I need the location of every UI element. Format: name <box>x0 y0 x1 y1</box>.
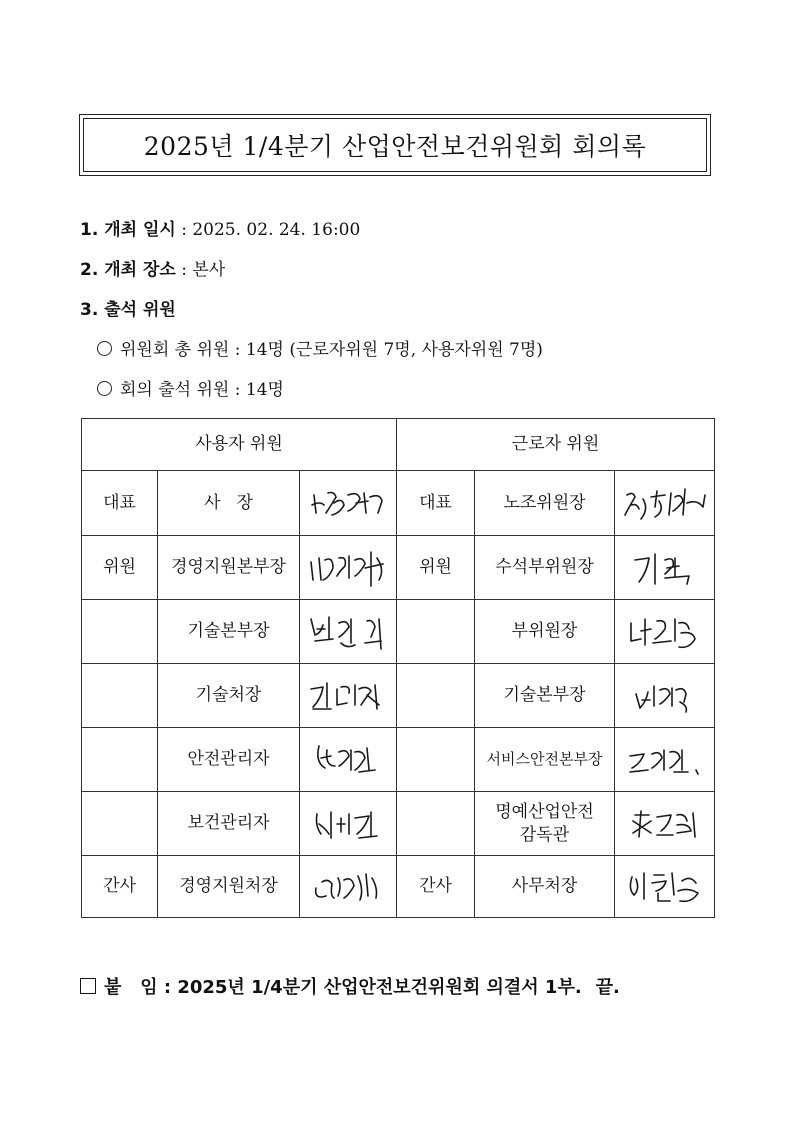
table-row <box>82 792 715 856</box>
table-row <box>82 536 715 600</box>
worker-signature <box>615 792 715 856</box>
worker-role <box>397 664 475 728</box>
employer-role: 간사 <box>82 856 158 918</box>
employer-role <box>82 792 158 856</box>
employer-signature <box>300 728 397 792</box>
end-mark: 끝. <box>595 977 620 998</box>
employer-role <box>82 728 158 792</box>
circle-bullet-icon <box>97 341 112 356</box>
table-row <box>82 728 715 792</box>
worker-signature <box>615 728 715 792</box>
employer-position: 보건관리자 <box>158 792 300 856</box>
employer-signature <box>300 600 397 664</box>
circle-bullet-icon <box>97 381 112 396</box>
employer-signature <box>300 792 397 856</box>
table-row <box>82 664 715 728</box>
worker-position-line1: 명예산업안전 <box>495 801 594 822</box>
attendance-table <box>81 418 715 918</box>
employer-role <box>82 600 158 664</box>
document-title: 2025년 1/4분기 산업안전보건위원회 회의록 <box>83 118 707 172</box>
header-worker: 근로자 위원 <box>397 419 715 471</box>
worker-position: 노조위원장 <box>475 471 615 536</box>
meeting-date-line: 1. 개최 일시 : 2025. 02. 24. 16:00 <box>80 220 361 240</box>
table-header-row <box>82 419 715 471</box>
bullet-total-members <box>97 335 543 360</box>
meeting-place-label: 2. 개최 장소 <box>80 260 176 280</box>
worker-signature <box>615 856 715 918</box>
employer-position: 사 장 <box>158 471 300 536</box>
worker-position: 사무처장 <box>475 856 615 918</box>
table-row <box>82 471 715 536</box>
meeting-place-value: 본사 <box>192 260 226 280</box>
employer-signature <box>300 856 397 918</box>
employer-signature <box>300 471 397 536</box>
worker-role <box>397 792 475 856</box>
worker-signature <box>615 600 715 664</box>
worker-position-line2: 감독관 <box>519 824 570 845</box>
meeting-date-label: 1. 개최 일시 <box>80 220 176 240</box>
employer-signature <box>300 536 397 600</box>
header-employer: 사용자 위원 <box>82 419 397 471</box>
present-members-text: 회의 출석 위원 : 14명 <box>120 380 284 400</box>
employer-position: 경영지원처장 <box>158 856 300 918</box>
employer-position: 기술처장 <box>158 664 300 728</box>
attachment-line: 붙 임 : 2025년 1/4분기 산업안전보건위원회 의결서 1부. 끝. <box>80 973 620 999</box>
employer-position: 안전관리자 <box>158 728 300 792</box>
employer-role: 대표 <box>82 471 158 536</box>
attendees-label: 3. 출석 위원 <box>80 300 176 320</box>
bullet-present-members <box>97 375 284 400</box>
worker-position: 부위원장 <box>475 600 615 664</box>
worker-position: 기술본부장 <box>475 664 615 728</box>
worker-signature <box>615 664 715 728</box>
meeting-place-line: 2. 개최 장소 : 본사 <box>80 260 226 280</box>
worker-role: 대표 <box>397 471 475 536</box>
checkbox-icon <box>80 978 96 994</box>
meeting-date-value: 2025. 02. 24. 16:00 <box>192 220 361 240</box>
total-members-text: 위원회 총 위원 : 14명 (근로자위원 7명, 사용자위원 7명) <box>120 340 543 360</box>
worker-role <box>397 600 475 664</box>
employer-position: 기술본부장 <box>158 600 300 664</box>
worker-position: 서비스안전본부장 <box>475 728 615 792</box>
table-row <box>82 856 715 918</box>
employer-position: 경영지원본부장 <box>158 536 300 600</box>
table-row <box>82 600 715 664</box>
worker-signature <box>615 471 715 536</box>
worker-role: 위원 <box>397 536 475 600</box>
worker-position: 수석부위원장 <box>475 536 615 600</box>
attachment-label: 붙 임 <box>104 977 158 998</box>
worker-signature <box>615 536 715 600</box>
employer-signature <box>300 664 397 728</box>
attachment-text: 2025년 1/4분기 산업안전보건위원회 의결서 1부. <box>177 977 582 998</box>
worker-position-multiline <box>475 792 615 856</box>
worker-role: 간사 <box>397 856 475 918</box>
attendees-heading <box>80 295 176 320</box>
worker-role <box>397 728 475 792</box>
title-box <box>79 114 711 176</box>
employer-role: 위원 <box>82 536 158 600</box>
employer-role <box>82 664 158 728</box>
